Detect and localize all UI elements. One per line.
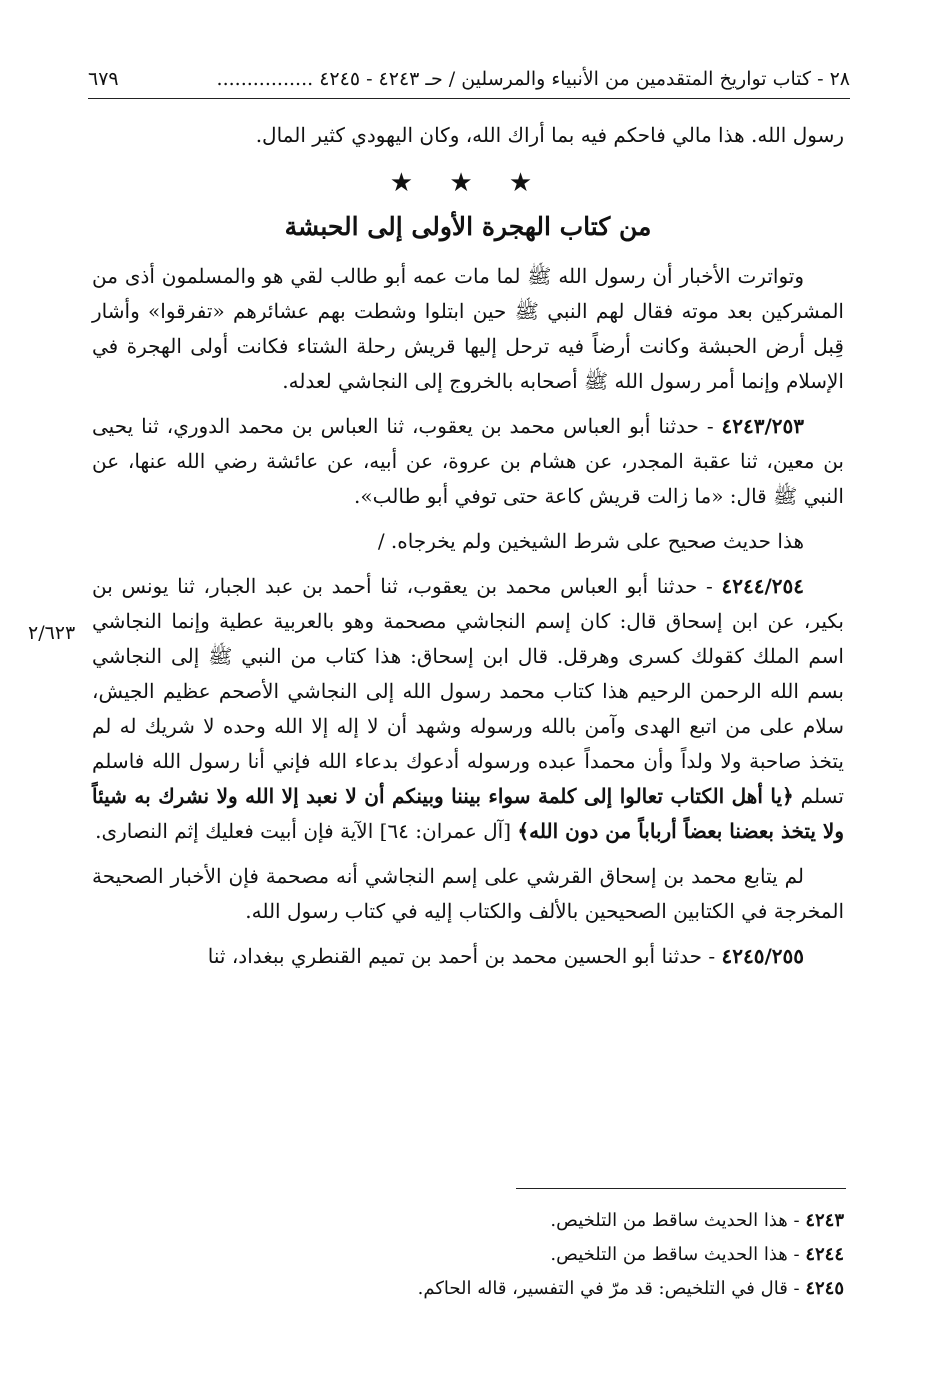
page-number: ٦٧٩: [88, 68, 119, 90]
hadith-text: - حدثنا أبو العباس محمد بن يعقوب، ثنا أحمد بن عبد الجبار، ثنا يونس بن بكير، عن ابن إسحاق قال: كان إسم النجاشي مصحمة وهو بالعربية عطية وإنما النجاشي اسم الملك كقولك كسرى وهرقل. قال ابن إسحاق: هذا كتاب من النبي ﷺ إلى النجاشي بسم الله الرحمن الرحيم هذا كتاب محمد رسول الله إلى النجاشي الأصحم عظيم الجيش، سلام على من اتبع الهدى وآمن بالله ورسوله وشهد أن لا إله إلا الله وحده لا شريك له لم يتخذ صاحبة ولا ولداً وأن محمداً عبده ورسوله أدعوك بدعاء الله فإني أنا رسول الله فاسلم تسلم: [92, 574, 845, 808]
hadith-number: ٤٢٤٤/٢٥٤: [721, 574, 804, 598]
header-rule: [88, 98, 850, 99]
footnote-number: ٤٢٤٣: [805, 1210, 844, 1231]
intro-line: رسول الله. هذا مالي فاحكم فيه بما أراك الله، وكان اليهودي كثير المال.: [255, 123, 844, 147]
margin-reference: ٢/٦٢٣: [28, 622, 76, 644]
footnotes: [92, 1204, 844, 1306]
verse-reference: [آل عمران: ٦٤] الآية فإن أبيت فعليك إثم النصارى.: [95, 819, 518, 843]
footnote: [92, 1272, 844, 1306]
hadith-number: ٤٢٤٣/٢٥٣: [721, 414, 804, 438]
footnote-text: - هذا الحديث ساقط من التلخيص.: [550, 1244, 806, 1265]
section-divider-stars: ★ ★ ★: [389, 168, 547, 198]
hadith-number: ٤٢٤٥/٢٥٥: [721, 944, 804, 968]
header-title: ٢٨ - كتاب تواريخ المتقدمين من الأنبياء والمرسلين / حـ ٤٢٤٣ - ٤٢٤٥ ................: [216, 68, 850, 90]
hadith-4244: [92, 569, 844, 849]
paragraph-note: لم يتابع محمد بن إسحاق القرشي على إسم النجاشي أنه مصحمة فإن الأخبار الصحيحة المخرجة في الكتابين الصحيحين بالألف والكتاب إليه في كتاب رسول الله.: [92, 864, 844, 923]
hadith-4243-grade: هذا حديث صحيح على شرط الشيخين ولم يخرجاه. /: [377, 529, 804, 553]
footnote-text: - هذا الحديث ساقط من التلخيص.: [550, 1210, 806, 1231]
hadith-4243: [92, 409, 844, 514]
footnote-text: - قال في التلخيص: قد مرّ في التفسير، قاله الحاكم.: [417, 1278, 806, 1299]
quran-verse: ﴿يا أهل الكتاب تعالوا إلى كلمة سواء بيننا وبينكم أن لا نعبد إلا الله ولا نشرك به شيئاً ولا يتخذ بعضنا بعضاً أرباباً من دون الله﴾: [92, 784, 844, 843]
footnote: [92, 1204, 844, 1238]
running-header: [88, 64, 850, 98]
section-title: من كتاب الهجرة الأولى إلى الحبشة: [284, 212, 652, 241]
paragraph-intro: وتواترت الأخبار أن رسول الله ﷺ لما مات عمه أبو طالب لقي هو والمسلمون أذى من المشركين بعد موته فقال لهم النبي ﷺ حين ابتلوا وشطت بهم عشائرهم «تفرقوا» وأشار قِبل أرض الحبشة وكانت أرضاً فيه ترحل إليها قريش رحلة الشتاء فكانت أولى الهجرة في الإسلام وإنما أمر رسول الله ﷺ أصحابه بالخروج إلى النجاشي لعدله.: [92, 264, 844, 393]
footnote-number: ٤٢٤٤: [805, 1244, 844, 1265]
hadith-text: - حدثنا أبو العباس محمد بن يعقوب، ثنا العباس بن محمد الدوري، ثنا يحيى بن معين، ثنا عقبة المجدر، عن هشام بن عروة، عن أبيه، عن عائشة رضي الله عنها، عن النبي ﷺ قال: «ما زالت قريش كاعة حتى توفي أبو طالب».: [92, 414, 844, 508]
footnote-rule: [516, 1188, 846, 1189]
footnote-number: ٤٢٤٥: [805, 1278, 844, 1299]
hadith-4245: [92, 939, 844, 974]
main-text: [92, 118, 844, 984]
hadith-text: - حدثنا أبو الحسين محمد بن أحمد بن تميم القنطري ببغداد، ثنا: [207, 944, 722, 968]
footnote: [92, 1238, 844, 1272]
